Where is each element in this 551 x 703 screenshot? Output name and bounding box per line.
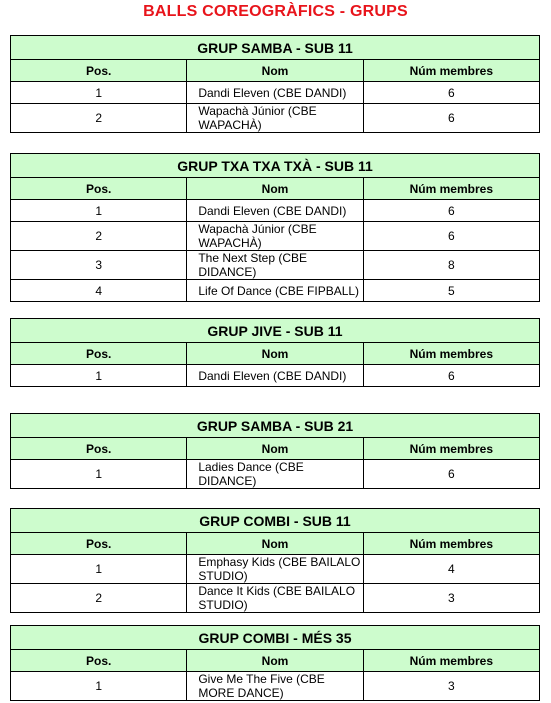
group-table-samba-sub11 [10,35,540,133]
column-header-num: Núm membres [363,343,539,365]
page-title: BALLS COREOGRÀFICS - GRUPS [143,3,408,20]
row-num: 8 [363,251,539,280]
column-header-num: Núm membres [363,438,539,460]
table-row [11,280,540,302]
group-title: GRUP SAMBA - SUB 11 [11,36,540,60]
row-pos: 1 [11,672,187,701]
row-pos: 4 [11,280,187,302]
group-table-combi-mes35 [10,625,540,701]
table-row [11,365,540,387]
group-table-samba-sub21 [10,413,540,489]
group-title: GRUP TXA TXA TXÀ - SUB 11 [11,154,540,178]
column-header-pos: Pos. [11,60,187,82]
row-pos: 1 [11,82,187,104]
row-nom: Dandi Eleven (CBE DANDI) [187,82,363,104]
group-table-jive-sub11 [10,318,540,387]
row-num: 6 [363,222,539,251]
row-pos: 2 [11,104,187,133]
row-num: 5 [363,280,539,302]
column-header-nom: Nom [187,438,363,460]
table-row [11,584,540,613]
table-row [11,555,540,584]
column-header-pos: Pos. [11,438,187,460]
table-row [11,200,540,222]
column-header-nom: Nom [187,650,363,672]
column-header-num: Núm membres [363,178,539,200]
row-nom: Dance It Kids (CBE BAILALO STUDIO) [187,584,363,613]
column-header-num: Núm membres [363,650,539,672]
row-num: 3 [363,584,539,613]
row-pos: 1 [11,460,187,489]
row-nom: Dandi Eleven (CBE DANDI) [187,200,363,222]
column-header-nom: Nom [187,343,363,365]
group-title: GRUP SAMBA - SUB 21 [11,414,540,438]
column-header-num: Núm membres [363,533,539,555]
row-nom: Ladies Dance (CBE DIDANCE) [187,460,363,489]
row-nom: The Next Step (CBE DIDANCE) [187,251,363,280]
group-title: GRUP COMBI - MÉS 35 [11,626,540,650]
row-pos: 2 [11,222,187,251]
column-header-pos: Pos. [11,533,187,555]
row-num: 3 [363,672,539,701]
group-title: GRUP JIVE - SUB 11 [11,319,540,343]
row-num: 4 [363,555,539,584]
row-pos: 3 [11,251,187,280]
group-title: GRUP COMBI - SUB 11 [11,509,540,533]
table-row [11,251,540,280]
column-header-pos: Pos. [11,650,187,672]
column-header-nom: Nom [187,60,363,82]
row-pos: 1 [11,200,187,222]
row-nom: Emphasy Kids (CBE BAILALO STUDIO) [187,555,363,584]
column-header-num: Núm membres [363,60,539,82]
row-pos: 1 [11,555,187,584]
row-nom: Give Me The Five (CBE MORE DANCE) [187,672,363,701]
row-nom: Wapachà Júnior (CBE WAPACHÀ) [187,104,363,133]
group-table-combi-sub11 [10,508,540,613]
column-header-pos: Pos. [11,343,187,365]
row-num: 6 [363,460,539,489]
group-table-txatxatxa-sub11 [10,153,540,302]
row-nom: Life Of Dance (CBE FIPBALL) [187,280,363,302]
row-pos: 2 [11,584,187,613]
row-nom: Dandi Eleven (CBE DANDI) [187,365,363,387]
column-header-pos: Pos. [11,178,187,200]
column-header-nom: Nom [187,178,363,200]
row-num: 6 [363,104,539,133]
column-header-nom: Nom [187,533,363,555]
row-pos: 1 [11,365,187,387]
row-num: 6 [363,200,539,222]
table-row [11,82,540,104]
table-row [11,222,540,251]
table-row [11,460,540,489]
row-num: 6 [363,365,539,387]
row-nom: Wapachà Júnior (CBE WAPACHÀ) [187,222,363,251]
row-num: 6 [363,82,539,104]
table-row [11,104,540,133]
table-row [11,672,540,701]
